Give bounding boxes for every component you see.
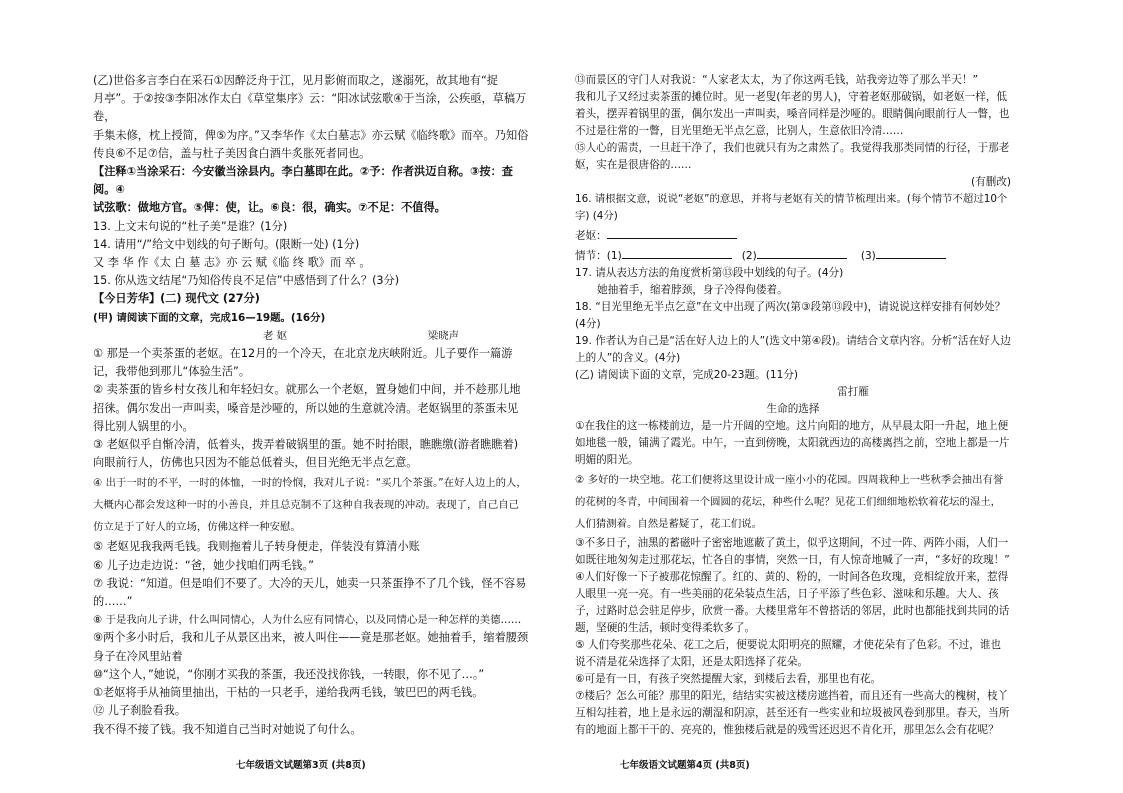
question-14-sentence: 又 李 华 作《太 白 墓 志》亦 云 赋《临 终 歌》而 卒 。 <box>93 256 371 270</box>
text-line: 传良⑥不足⑦信，盖与杜子美因食白酒牛炙胀死者同也。 <box>93 146 371 160</box>
question-17: 17. 请从表达方法的角度赏析第⑬段中划线的句子。(4分) <box>575 267 844 279</box>
paragraph: ③不多日子，油黑的蓄磁叶子密密地遮蔽了黄土，似乎这期间，不过一阵、两阵小雨，人们一如既往地匆匆走过那花坛，忙各自的事情，突然一日，有人惊奇地喊了一声，“多好的玫瑰！” <box>575 537 1010 566</box>
text-line: 手集未修，枕上授简，俾⑤为序。”又李华作《太白墓志》亦云赋《临终歌》而卒。乃知俗 <box>93 128 529 142</box>
paragraph: ①老妪将手从袖筒里抽出，干枯的一只老手，递给我两毛钱，皱巴巴的两毛钱。 <box>93 686 484 700</box>
source-note: (有删改) <box>970 176 1011 188</box>
page-footer: 七年级语文试题第3页 (共8页) <box>236 760 366 771</box>
paragraph: ⑧ 于是我向儿子讲，什么叫同情心，人为什么应有同情心，以及同情心是一种怎样的美德…… <box>93 614 522 627</box>
section-heading: 【今日芳华】(二) 现代文 (27分) <box>93 292 260 306</box>
question-15: 15. 你从选文结尾“乃知俗传良不足信”中感悟到了什么？(3分) <box>93 274 400 288</box>
paragraph: ⑦楼后？怎么可能？那里的阳光，结结实实被这楼房遮挡着，而且还有一些高大的槐树，枝丫互相勾挂着，地上是永远的潮湿和阴凉，甚至还有一些实业和垃圾被风卷到那里。春天，当所有的地面上都干干的、亮亮的，惟独楼后就是的残雪还迟迟不肯化开，那里怎么会有花呢？ <box>575 690 1010 736</box>
article-author: 雷打雁 <box>837 386 869 398</box>
paragraph: 我不得不接了钱。我不知道自己当时对她说了句什么。 <box>93 722 362 736</box>
left-column <box>93 72 529 739</box>
meaning-label: 老妪： <box>575 230 607 242</box>
plot-label: (2) <box>741 250 757 262</box>
passage-intro: (乙) 请阅读下面的文章，完成20-23题。(11分) <box>575 369 799 381</box>
paragraph: ⑥ 儿子边走边说：“爸，她少找咱们两毛钱。” <box>93 558 314 572</box>
paragraph: ⑤ 人们夸奖那些花朵、花工之后，便要说太阳明亮的照耀，才使花朵有了色彩。不过，谁也说不清是花朵选择了太阳，还是太阳选择了花朵。 <box>575 639 1002 668</box>
paragraph: ⑫ 儿子刹脸看我。 <box>93 704 187 718</box>
answer-blank[interactable] <box>622 245 732 259</box>
text-line: (乙)世俗多言李白在采石①因醉泛舟于江，见月影俯而取之，遂溺死，故其地有“捉 <box>93 74 498 87</box>
question-13: 13. 上文末句说的“杜子美”是谁？(1分) <box>93 219 288 233</box>
passage-intro: (甲) 请阅读下面的文章，完成16—19题。(16分) <box>93 311 326 324</box>
paragraph: ①在我住的这一栋楼前边，是一片开阔的空地。这片向阳的地方，从早晨太阳一升起，地上便如地毯一般，铺满了霞光。中午，一直到傍晚，太阳就西边的高楼离挡之前，空地上都是一片明媚的阳光。 <box>575 420 1010 466</box>
article-author: 梁晓声 <box>427 329 459 342</box>
paragraph: ② 多好的一块空地。花工们便将这里设计成一座小小的花园。四周栽种上一些秋季会抽出有誉的花树的冬青，中间围着一个圆圆的花坛，种些什么呢？见花工们细细地松软着花坛的湿土，人们猜测着。自然是蓄疑了，花工们说。 <box>575 474 1004 530</box>
right-column <box>575 72 1011 739</box>
question-18: 18. “目光里绝无半点乞意”在文中出现了两次(第③段第⑬段中)，请说说这样安排有何妙处？(4分) <box>575 301 1006 330</box>
text-line: 月亭”。于②按③李阳冰作太白《草堂集序》云：“阳冰试弦歌④于当涂，公疾亟，草稿万卷， <box>93 92 527 124</box>
paragraph: 我和儿子又经过卖茶蛋的摊位时。见一老叟(年老的男人)，守着老妪那破锅，如老妪一样，低着头，摆弄着锅里的蛋，偶尔发出一声叫卖，嗓音同样是沙哑的。眼睛偶向眼前行人一瞥，也不过是往常的一瞥，目光里绝无半点乞意，比别人，生意依旧冷清…… <box>575 91 1010 137</box>
annotation-line: 试弦歌：做地方官。⑤俾：使，让。⑥良：很，确实。⑦不足：不值得。 <box>93 201 446 215</box>
paragraph: ⑤ 老妪见我我两毛钱。我则拖着儿子转身便走，佯装没有算清小账 <box>93 540 420 554</box>
article-title: 老 妪 <box>263 329 288 342</box>
paragraph: ⑨两个多小时后，我和儿子从景区出来，被人叫住——竟是那老妪。她抽着手，缩着腰颈身子在冷风里站着 <box>93 631 529 663</box>
plot-label: 情节：(1) <box>575 250 622 262</box>
answer-blank[interactable] <box>757 245 847 259</box>
paragraph: ⑥可是有一日，有孩子突然提醒大家，到楼后去看，那里也有花。 <box>575 673 882 685</box>
paragraph: ⑮人心的需责，一旦赶干净了，我们也就只有为之肃然了。我觉得我那类同情的行径，于那老妪，实在是很唐俗的…… <box>575 142 1010 171</box>
paragraph: ④ 出于一时的不平，一时的体恤，一时的怜悯，我对儿子说：“买几个茶蛋。”在好人边上的人，大概内心都会发这种一时的小善良，并且总克制不了这种自我表现的冲动。表现了，自己自己仿立足于了好人的立场，仿佛这样一种安慰。 <box>93 477 527 534</box>
paragraph: ③ 老妪似乎自惭冷清，低着头，拨弄着破锅里的蛋。她不时抬眼，瞧瞧缴(游者瞧瞧着)向眼前行人，仿佛也只因为不能总低着头，但目光绝无半点乞意。 <box>93 438 519 470</box>
question-19: 19. 作者认为自己是“活在好人边上的人”(选文中第④段)。请结合文章内容。分析“活在好人边上的人”的含义。(4分) <box>575 335 1011 364</box>
paragraph: ④人们好像一下子被那花惊醒了。红的、黄的、粉的，一时间各色玫瑰，竞相绽放开来，惹得人眼里一亮一亮。有一些美丽的花朵装点生活，日子平添了些色彩、滋味和乐趣。大人、孩子，过路时总会驻足停步，欣赏一番。大楼里常年不曾搭话的邻居，此时也都能找到共同的话题，坚硬的生活，顿时变得柔软多了。 <box>575 571 1010 634</box>
plot-label: (3) <box>860 250 876 262</box>
question-14: 14. 请用“/”给文中划线的句子断句。(限断一处) (1分) <box>93 237 360 251</box>
question-16: 16. 请根据文意，说说“老妪”的意思，并将与老妪有关的情节梳理出来。(每个情节不超过10个字) (4分) <box>575 193 1008 222</box>
article-title: 生命的选择 <box>766 403 820 415</box>
answer-blank[interactable] <box>607 225 737 239</box>
paragraph: ⑬而景区的守门人对我说：“人家老太太，为了你这两毛钱，站我旁边等了那么半天！” <box>575 74 978 86</box>
paragraph: ⑩“这个人，”她说，“你刚才买我的茶蛋，我还没找你钱，一转眼，你不见了…。” <box>93 667 485 681</box>
paragraph: ② 卖茶蛋的皆乡村女孩儿和年轻妇女。就那么一个老妪，置身她们中间，并不趁那儿地招徕。偶尔发出一声叫卖，嗓音是沙哑的，所以她的生意就冷清。老妪锅里的茶蛋未见得比别人锅里的小。 <box>93 383 521 433</box>
question-17-quote: 她抽着手，缩着脖颈，身子冷得佝偻着。 <box>597 284 788 296</box>
page-footer: 七年级语文试题第4页 (共8页) <box>620 760 750 771</box>
answer-blank[interactable] <box>876 245 946 259</box>
paragraph: ⑦ 我说：“知道。但是咱们不要了。大冷的天儿，她卖一只茶蛋挣不了几个钱，怪不容易的……” <box>93 576 527 609</box>
paragraph: ① 那是一个卖茶蛋的老妪。在12月的一个冷天，在北京龙庆峡附近。儿子要作一篇游记，我带他到那儿“体验生活”。 <box>93 347 513 379</box>
annotation-line: 【注释①当涂采石：今安徽当涂县内。李白墓即在此。②予：作者洪迈自称。③按：查阅。④ <box>93 165 513 197</box>
